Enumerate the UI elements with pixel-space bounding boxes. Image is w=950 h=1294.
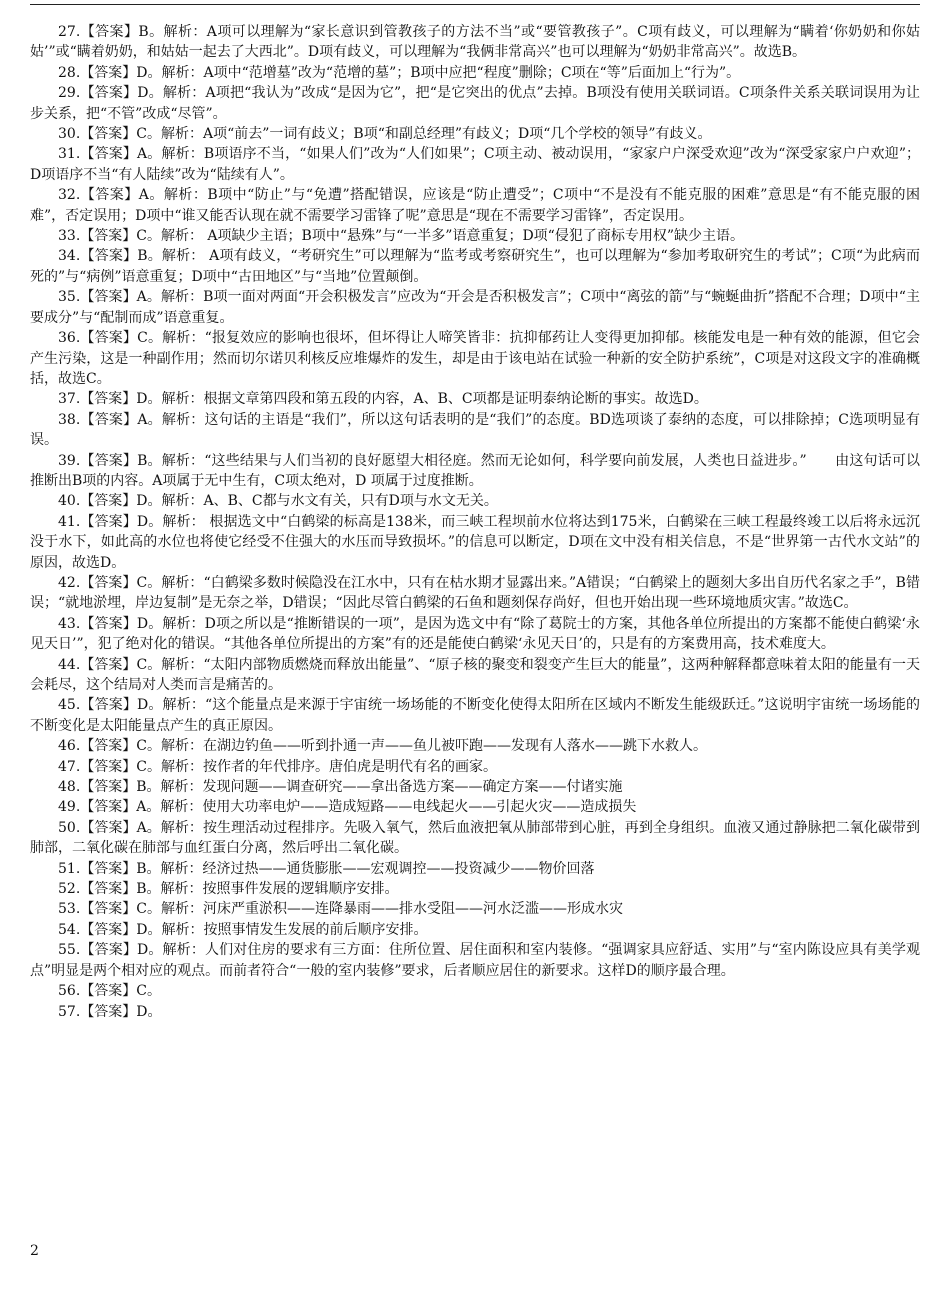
- answer-text: 【答案】C。解析：按作者的年代排序。唐伯虎是明代有名的画家。: [80, 758, 497, 775]
- answer-number: 57.: [58, 1003, 81, 1020]
- answer-number: 40.: [58, 493, 81, 510]
- answer-text: 【答案】A。解析：按生理活动过程排序。先吸入氧气，然后血液把氧从肺部带到心脏，再到全身组织。血液又通过静脉把二氧化碳带到肺部，二氧化碳在肺部与血红蛋白分离，然后呼出二氧化碳。: [30, 819, 920, 857]
- answer-number: 48.: [58, 779, 81, 796]
- answer-number: 32.: [58, 187, 81, 204]
- answer-text: 【答案】D。: [80, 1003, 162, 1020]
- answer-number: 54.: [58, 921, 81, 938]
- answer-text: 【答案】A。解析：这句话的主语是“我们”，所以这句话表明的是“我们”的态度。BD选项谈了泰纳的态度，可以排除掉；C选项明显有误。: [30, 411, 920, 449]
- answer-number: 33.: [58, 228, 81, 245]
- answer-text: 【答案】D。解析：A项中“范增墓”改为“范增的墓”；B项中应把“程度”删除；C项在“等”后面加上“行为”。: [80, 64, 741, 81]
- answer-text: 【答案】A。解析：B项中“防止”与“免遭”搭配错误，应该是“防止遭受”；C项中“不是没有不能克服的困难”意思是“有不能克服的困难”，否定误用；D项中“谁又能否认现在就不需要学习雷锋了呢”意思是“现在不需要学习雷锋”，否定误用。: [30, 187, 920, 224]
- answer-item-35: [30, 287, 920, 328]
- answer-number: 52.: [58, 881, 81, 898]
- answer-text: 【答案】B。解析：发现问题——调查研究——拿出备选方案——确定方案——付诸实施: [80, 779, 623, 796]
- answer-item-46: [30, 736, 920, 756]
- answer-text: 【答案】C。: [80, 983, 161, 1000]
- answer-item-41: [30, 512, 920, 573]
- answer-number: 46.: [58, 738, 81, 755]
- answer-text: 【答案】A。解析：B项一面对两面“开会积极发言”应改为“开会是否积极发言”；C项中“离弦的箭”与“蜿蜒曲折”搭配不合理；D项中“主要成分”与“配制而成”语意重复。: [30, 289, 920, 326]
- answer-item-50: [30, 818, 920, 859]
- answer-text: 【答案】D。解析：A、B、C都与水文有关，只有D项与水文无关。: [80, 493, 498, 510]
- header-rule: [30, 4, 920, 5]
- answer-item-38: [30, 410, 920, 451]
- answer-text: 【答案】B。解析：“这些结果与人们当初的良好愿望大相径庭。然而无论如何，科学要向前发展，人类也日益进步。” 由这句话可以推断出B项的内容。A项属于无中生有，C项太绝对，D 项属于过度推断。: [30, 452, 920, 489]
- answer-number: 56.: [58, 983, 81, 1000]
- answer-text: 【答案】D。解析： 根据选文中“白鹤梁的标高是138米，而三峡工程坝前水位将达到175米，白鹤梁在三峡工程最终竣工以后将永远沉没于水下，如此高的水位也将使它经受不住强大的水压而导致损坏。”的信息可以断定，D项在文中没有相关信息，不是“世界第一古代水文站”的原因，故选D。: [30, 513, 920, 571]
- answer-text: 【答案】A。解析：使用大功率电炉——造成短路——电线起火——引起火灾——造成损失: [80, 799, 637, 816]
- answer-number: 39.: [58, 452, 81, 469]
- answer-item-43: [30, 614, 920, 655]
- answer-text: 【答案】C。解析：“太阳内部物质燃烧而释放出能量”、“原子核的聚变和裂变产生巨大的能量”，这两种解释都意味着太阳的能量有一天会耗尽，这个结局对人类而言是痛苦的。: [30, 656, 920, 693]
- answer-item-48: [30, 777, 920, 797]
- answer-number: 35.: [58, 289, 81, 306]
- answer-text: 【答案】D。解析：D项之所以是“推断错误的一项”，是因为选文中有“除了葛院士的方案，其他各单位所提出的方案都不能使白鹤梁‘永见天日’”，犯了绝对化的错误。“其他各单位所提出的方案”有的还是能使白鹤梁‘永见天日’的，只是有的方案费用高，技术难度大。: [30, 615, 920, 653]
- answer-number: 55.: [58, 942, 81, 959]
- answer-number: 27.: [58, 24, 81, 40]
- answer-text: 【答案】C。解析：“报复效应的影响也很坏，但坏得让人啼笑皆非：抗抑郁药让人变得更加抑郁。核能发电是一种有效的能源，但它会产生污染，这是一种副作用；然而切尔诺贝利核反应堆爆炸的发生，却是由于该电站在试验一种新的安全防护系统”，C项是对这段文字的准确概括，故选C。: [30, 330, 920, 387]
- answer-number: 37.: [58, 391, 81, 408]
- answer-text: 【答案】D。解析：根据文章第四段和第五段的内容，A、B、C项都是证明泰纳论断的事实。故选D。: [80, 391, 708, 408]
- answer-item-57: [30, 1002, 920, 1022]
- answer-list: [30, 22, 920, 1022]
- answer-text: 【答案】D。解析：A项把“我认为”改成“是因为它”，把“是它突出的优点”去掉。B项没有使用关联词语。C项条件关系关联词误用为让步关系，把“不管”改成“尽管”。: [30, 85, 920, 122]
- answer-item-51: [30, 859, 920, 879]
- answer-number: 31.: [58, 146, 81, 163]
- answer-item-28: [30, 63, 920, 83]
- answer-item-49: [30, 797, 920, 817]
- answer-number: 45.: [58, 697, 81, 714]
- answer-number: 44.: [58, 656, 81, 673]
- answer-item-53: [30, 899, 920, 919]
- answer-item-33: [30, 226, 920, 246]
- answer-text: 【答案】B。解析： A项有歧义，“考研究生”可以理解为“监考或考察研究生”，也可以理解为“参加考取研究生的考试”；C项“为此病而死的”与“病例”语意重复；D项中“古田地区”与“当地”位置颠倒。: [30, 248, 920, 285]
- answer-item-29: [30, 83, 920, 124]
- answer-text: 【答案】D。解析：“这个能量点是来源于宇宙统一场场能的不断变化使得太阳所在区域内不断发生能级跃迁。”这说明宇宙统一场场能的不断变化是太阳能量点产生的真正原因。: [30, 697, 920, 734]
- answer-item-56: [30, 981, 920, 1001]
- answer-number: 28.: [58, 64, 81, 81]
- answer-number: 43.: [58, 615, 81, 632]
- answer-text: 【答案】A。解析：B项语序不当，“如果人们”改为“人们如果”；C项主动、被动误用，“家家户户深受欢迎”改为“深受家家户户欢迎”；D项语序不当“有人陆续”改为“陆续有人”。: [30, 146, 920, 183]
- answer-item-30: [30, 124, 920, 144]
- answer-text: 【答案】B。解析：按照事件发展的逻辑顺序安排。: [80, 881, 399, 898]
- answer-item-34: [30, 246, 920, 287]
- answer-text: 【答案】D。解析：按照事情发生发展的前后顺序安排。: [80, 921, 428, 938]
- answer-text: 【答案】C。解析：“白鹤梁多数时候隐没在江水中，只有在枯水期才显露出来。”A错误；“白鹤梁上的题刻大多出自历代名家之手”，B错误；“就地淤埋，岸边复制”是无奈之举，D错误；“因此尽管白鹤梁的石鱼和题刻保存尚好，但也开始出现一些环境地质灾害。”故选C。: [30, 574, 920, 612]
- answer-number: 42.: [58, 574, 81, 591]
- answer-text: 【答案】C。解析：在湖边钓鱼——听到扑通一声——鱼儿被吓跑——发现有人落水——跳下水救人。: [80, 738, 707, 755]
- answer-item-47: [30, 757, 920, 777]
- answer-number: 38.: [58, 411, 81, 428]
- answer-text: 【答案】C。解析：A项“前去”一词有歧义；B项“和副总经理”有歧义；D项“几个学校的领导”有歧义。: [80, 126, 712, 143]
- answer-item-44: [30, 655, 920, 696]
- answer-number: 53.: [58, 901, 81, 918]
- answer-number: 30.: [58, 126, 81, 143]
- answer-item-31: [30, 144, 920, 185]
- answer-text: 【答案】B。解析：经济过热——通货膨胀——宏观调控——投资减少——物价回落: [80, 860, 595, 877]
- answer-item-42: [30, 573, 920, 614]
- answer-number: 47.: [58, 758, 81, 775]
- answer-item-55: [30, 940, 920, 981]
- answer-item-54: [30, 920, 920, 940]
- answer-item-32: [30, 185, 920, 226]
- answer-text: 【答案】C。解析： A项缺少主语；B项中“悬殊”与“一半多”语意重复；D项“侵犯了商标专用权”缺少主语。: [80, 228, 744, 245]
- answer-text: 【答案】D。解析：人们对住房的要求有三方面：住所位置、居住面积和室内装修。“强调家具应舒适、实用”与“室内陈设应具有美学观点”明显是两个相对应的观点。而前者符合“一般的室内装修”要求，后者顺应居住的新要求。这样D的顺序最合理。: [30, 942, 920, 979]
- answer-number: 49.: [58, 799, 81, 816]
- answer-text: 【答案】C。解析：河床严重淤积——连降暴雨——排水受阻——河水泛滥——形成水灾: [80, 901, 623, 918]
- answer-number: 34.: [58, 248, 81, 265]
- answer-item-52: [30, 879, 920, 899]
- answer-item-39: [30, 451, 920, 492]
- answer-item-45: [30, 695, 920, 736]
- answer-text: 【答案】B。解析：A项可以理解为“家长意识到管教孩子的方法不当”或“要管教孩子”。C项有歧义，可以理解为“瞒着‘你奶奶和你姑姑’”或“瞒着奶奶，和姑姑一起去了大西北”。D项有歧义，可以理解为“我俩非常高兴”也可以理解为“奶奶非常高兴”。故选B。: [30, 24, 920, 61]
- answer-number: 50.: [58, 819, 81, 836]
- answer-item-27: [30, 22, 920, 63]
- answer-item-40: [30, 491, 920, 511]
- answer-number: 41.: [58, 513, 81, 530]
- answer-item-36: [30, 328, 920, 389]
- answer-number: 51.: [58, 860, 81, 877]
- answer-number: 36.: [58, 330, 81, 347]
- page-number: 2: [30, 1243, 39, 1259]
- answer-number: 29.: [58, 85, 81, 102]
- answer-item-37: [30, 389, 920, 409]
